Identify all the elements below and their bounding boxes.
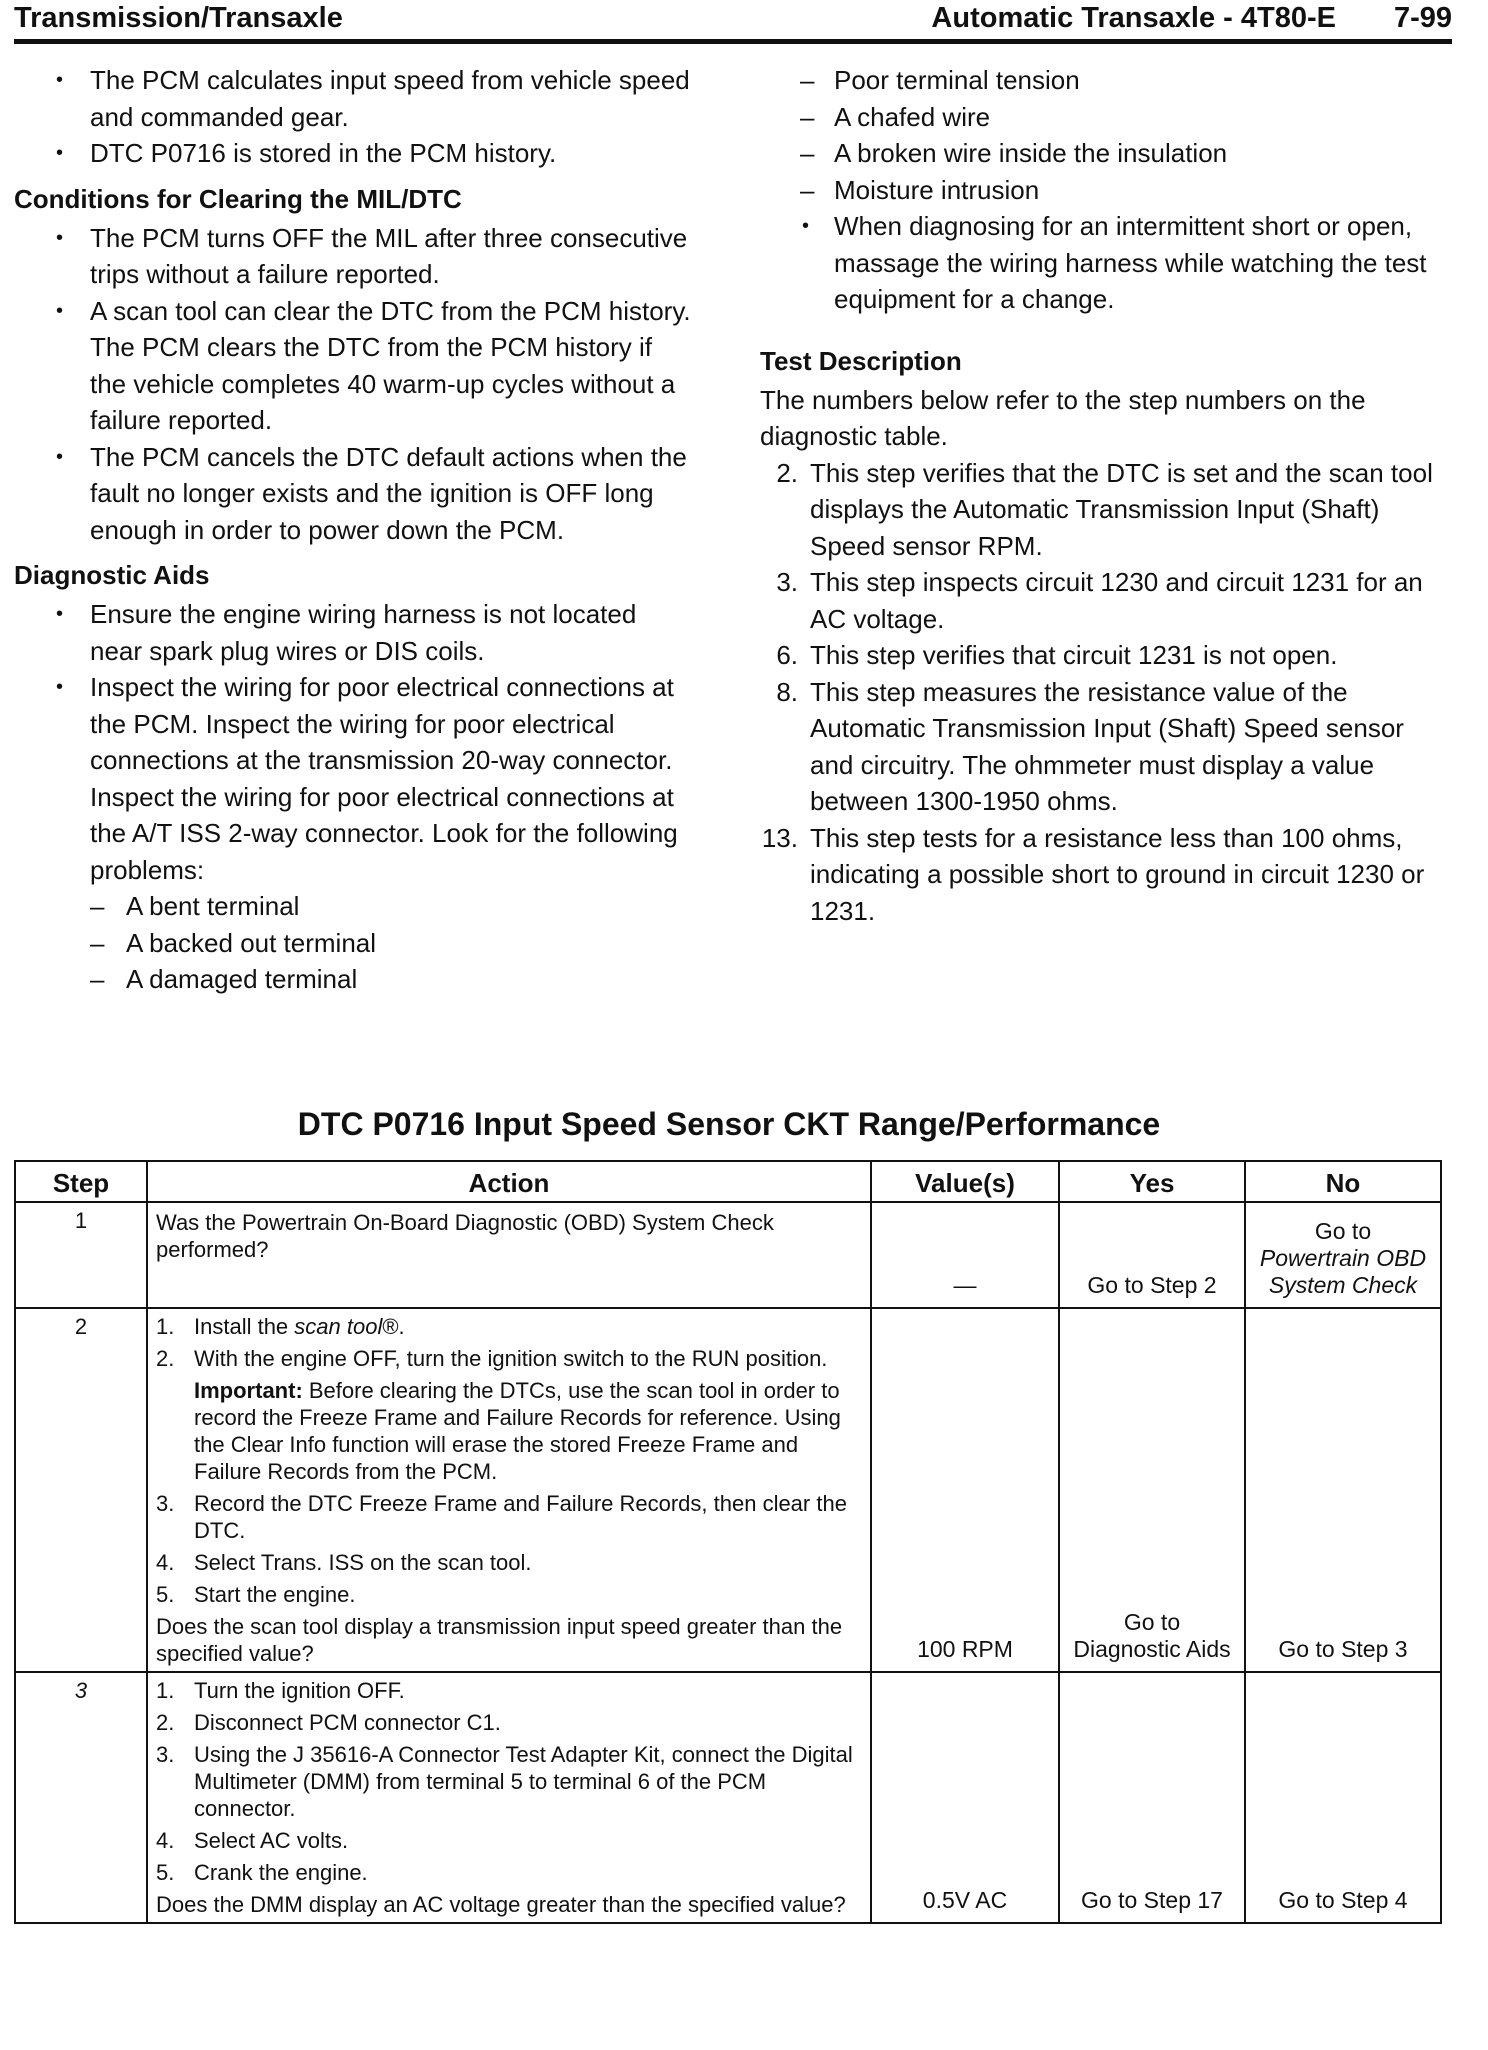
item-number: 5.: [156, 1582, 175, 1607]
problem-list-continued: [760, 62, 1450, 208]
problem-item: – A backed out terminal: [90, 925, 694, 962]
yes-cell: Go to Step 17: [1059, 1672, 1245, 1923]
item-text: Select Trans. ISS on the scan tool.: [194, 1550, 532, 1575]
action-item: [156, 1581, 862, 1608]
action-list: [156, 1313, 862, 1372]
clearing-bullets: [14, 220, 694, 549]
header-no: No: [1245, 1161, 1441, 1202]
test-step: [760, 564, 1450, 637]
step-number: 3.: [776, 567, 798, 597]
header-action: Action: [147, 1161, 871, 1202]
table-header-row: [15, 1161, 1441, 1202]
step-number: 2.: [776, 457, 798, 488]
item-number: 2.: [156, 1346, 175, 1371]
item-number: 4.: [156, 1828, 175, 1853]
action-item: [156, 1827, 862, 1854]
page-header: [14, 0, 1452, 44]
value-cell: 0.5V AC: [871, 1672, 1059, 1923]
item-text: Start the engine.: [194, 1582, 356, 1607]
no-link-text: Powertrain OBD System Check: [1259, 1245, 1427, 1298]
item-text-pre: Install the: [194, 1314, 295, 1339]
step-text: This step verifies that circuit 1231 is not open.: [810, 640, 1338, 670]
test-description-intro: The numbers below refer to the step numbers on the diagnostic table.: [760, 384, 1366, 451]
item-number: 5.: [156, 1860, 175, 1885]
problem-item: – A chafed wire: [760, 99, 1450, 136]
diagnostic-table: [14, 1160, 1442, 1924]
yes-cell: Go to Diagnostic Aids: [1059, 1308, 1245, 1672]
clearing-heading: Conditions for Clearing the MIL/DTC: [14, 183, 462, 214]
step-text: This step tests for a resistance less than 100 ohms, indicating a possible short to ground in circuit 1230 or 1231.: [810, 822, 1425, 926]
step-number: 8.: [776, 676, 798, 707]
bullet-item: • A scan tool can clear the DTC from the PCM history. The PCM clears the DTC from the PCM history if the vehicle completes 40 warm-up cycles without a failure reported.: [14, 293, 694, 439]
right-column: [760, 62, 1450, 929]
item-text: Crank the engine.: [194, 1860, 368, 1885]
yes-cell: Go to Step 2: [1059, 1202, 1245, 1308]
step-number: 13.: [761, 822, 798, 853]
table-row: [15, 1672, 1441, 1923]
action-item: [156, 1859, 862, 1886]
step-cell: 1: [15, 1202, 147, 1308]
important-note: [156, 1377, 862, 1485]
step-number: 6.: [776, 640, 798, 670]
action-cell: [147, 1202, 871, 1308]
important-text: Before clearing the DTCs, use the scan tool in order to record the Freeze Frame and Failure Records for reference. Using the Clear Info function will erase the stored Freeze Frame and Failure Records from the PCM.: [194, 1378, 841, 1484]
bullet-item: • The PCM cancels the DTC default actions when the fault no longer exists and the ignition is OFF long enough in order to power down the PCM.: [14, 439, 694, 549]
diagnostic-aids-heading: Diagnostic Aids: [14, 560, 210, 590]
problem-item: – A bent terminal: [90, 888, 694, 925]
item-number: 4.: [156, 1550, 175, 1575]
intermittent-bullets: [760, 208, 1450, 318]
test-step: [760, 637, 1450, 674]
header-values: Value(s): [871, 1161, 1059, 1202]
step-text: This step verifies that the DTC is set and the scan tool displays the Automatic Transmission Input (Shaft) Speed sensor RPM.: [810, 457, 1433, 561]
problem-list: [90, 888, 694, 998]
action-list: [156, 1490, 862, 1608]
table-row: [15, 1202, 1441, 1308]
action-item: [156, 1741, 862, 1822]
action-question: Does the DMM display an AC voltage greater than the specified value?: [156, 1892, 846, 1917]
step-text: This step measures the resistance value of the Automatic Transmission Input (Shaft) Speed sensor and circuitry. The ohmmeter must display a value between 1300-1950 ohms.: [810, 676, 1404, 816]
no-prefix: Go to: [1314, 1218, 1372, 1244]
bullet-item: • DTC P0716 is stored in the PCM history.: [14, 135, 694, 172]
item-number: 2.: [156, 1710, 175, 1735]
action-item: [156, 1490, 862, 1544]
bullet-item: • The PCM turns OFF the MIL after three consecutive trips without a failure reported.: [14, 220, 694, 293]
problem-item: – A broken wire inside the insulation: [760, 135, 1450, 172]
action-item: [156, 1345, 862, 1372]
test-step: [760, 674, 1450, 820]
item-number: 3.: [156, 1491, 175, 1516]
left-column: [14, 62, 694, 998]
aids-bullets: [14, 596, 694, 998]
value-cell: 100 RPM: [871, 1308, 1059, 1672]
action-cell: [147, 1672, 871, 1923]
intro-bullets: [14, 62, 694, 172]
item-number: 1.: [156, 1678, 175, 1703]
no-cell: Go to Step 4: [1245, 1672, 1441, 1923]
test-step: [760, 820, 1450, 930]
important-label: Important:: [194, 1378, 303, 1403]
action-item: [156, 1549, 862, 1576]
bullet-item: • Ensure the engine wiring harness is not located near spark plug wires or DIS coils.: [14, 596, 694, 669]
test-description-heading: Test Description: [760, 345, 962, 376]
table-title: DTC P0716 Input Speed Sensor CKT Range/Performance: [297, 1106, 1161, 1142]
chapter-title: Transmission/Transaxle: [14, 2, 343, 34]
item-text: Disconnect PCM connector C1.: [194, 1710, 501, 1735]
problem-item: – Poor terminal tension: [760, 62, 1450, 99]
bullet-item: [14, 669, 694, 998]
header-step: Step: [15, 1161, 147, 1202]
table-row: [15, 1308, 1441, 1672]
page-number: 7-99: [1393, 2, 1452, 34]
section-title: Automatic Transaxle - 4T80-E: [931, 2, 1336, 34]
action-item: [156, 1677, 862, 1704]
header-yes: Yes: [1059, 1161, 1245, 1202]
problem-item: – A damaged terminal: [90, 961, 694, 998]
action-item: [156, 1313, 862, 1340]
action-item: [156, 1709, 862, 1736]
step-cell: 3: [15, 1672, 147, 1923]
item-number: 3.: [156, 1742, 175, 1767]
action-question: Was the Powertrain On-Board Diagnostic (OBD) System Check performed?: [156, 1210, 774, 1262]
bullet-item: • When diagnosing for an intermittent short or open, massage the wiring harness while watching the test equipment for a change.: [760, 208, 1450, 318]
step-cell: 2: [15, 1308, 147, 1672]
value-cell: —: [871, 1202, 1059, 1308]
item-text-emphasis: scan tool: [294, 1314, 383, 1339]
problem-item: – Moisture intrusion: [760, 172, 1450, 209]
header-right: [931, 2, 1452, 35]
no-cell: [1245, 1202, 1441, 1308]
item-text: Select AC volts.: [194, 1828, 349, 1853]
bullet-item: • The PCM calculates input speed from vehicle speed and commanded gear.: [14, 62, 694, 135]
item-text-post: ®.: [382, 1314, 405, 1339]
test-step: [760, 455, 1450, 565]
item-text: With the engine OFF, turn the ignition switch to the RUN position.: [194, 1346, 828, 1371]
action-question: Does the scan tool display a transmission input speed greater than the specified value?: [156, 1614, 843, 1666]
step-text: This step inspects circuit 1230 and circuit 1231 for an AC voltage.: [810, 567, 1423, 634]
action-cell: [147, 1308, 871, 1672]
bullet-text: Inspect the wiring for poor electrical connections at the PCM. Inspect the wiring for poor electrical connections at the transmission 20-way connector. Inspect the wiring for poor electrical connections at the A/T ISS 2-way connector. Look for the following problems:: [90, 672, 678, 885]
item-text: Using the J 35616-A Connector Test Adapter Kit, connect the Digital Multimeter (DMM) from terminal 5 to terminal 6 of the PCM connector.: [194, 1742, 853, 1821]
item-text: Record the DTC Freeze Frame and Failure Records, then clear the DTC.: [194, 1491, 847, 1543]
test-steps: [760, 455, 1450, 930]
no-cell: Go to Step 3: [1245, 1308, 1441, 1672]
item-text: Turn the ignition OFF.: [194, 1678, 405, 1703]
action-list: [156, 1677, 862, 1886]
item-number: 1.: [156, 1314, 175, 1339]
